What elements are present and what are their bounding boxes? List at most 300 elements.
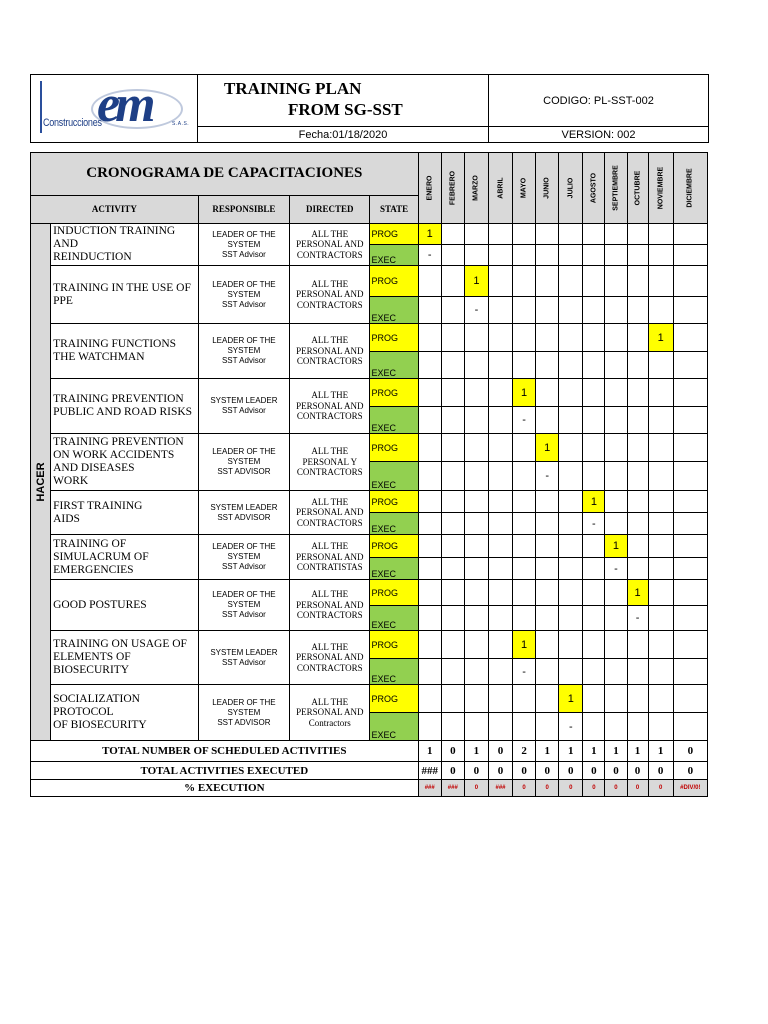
exec-month-cell: - — [559, 713, 583, 741]
prog-month-cell — [536, 324, 559, 352]
state-exec-label: EXEC — [370, 513, 418, 535]
prog-month-cell — [559, 266, 583, 297]
exec-month-cell — [673, 462, 707, 491]
exec-month-cell — [488, 659, 512, 685]
activity-prog-row — [31, 580, 708, 606]
activity-directed: ALL THE PERSONAL AND CONTRACTORS — [290, 266, 370, 324]
exec-month-cell — [583, 558, 605, 580]
exec-month-cell — [583, 352, 605, 379]
state-prog-label: PROG — [370, 324, 418, 352]
exec-month-cell — [673, 713, 707, 741]
prog-month-cell: 1 — [513, 631, 536, 659]
prog-month-cell: 1 — [418, 224, 441, 245]
prog-month-cell — [488, 266, 512, 297]
total-executed-value: 0 — [673, 762, 707, 780]
total-scheduled-value: 0 — [488, 741, 512, 762]
state-exec-label: EXEC — [370, 659, 418, 685]
prog-month-cell — [605, 266, 627, 297]
exec-month-cell — [673, 297, 707, 324]
exec-month-cell — [418, 352, 441, 379]
prog-month-cell: 1 — [513, 379, 536, 407]
exec-month-cell — [513, 513, 536, 535]
exec-month-cell — [441, 352, 464, 379]
state-exec-label: EXEC — [370, 245, 418, 266]
activity-prog-row — [31, 434, 708, 462]
prog-month-cell — [513, 266, 536, 297]
exec-month-cell: - — [418, 245, 441, 266]
prog-month-cell — [488, 224, 512, 245]
execution-percent-value: ### — [418, 780, 441, 797]
prog-month-cell — [559, 434, 583, 462]
exec-month-cell — [513, 297, 536, 324]
activity-directed: ALL THE PERSONAL AND CONTRACTORS — [290, 491, 370, 535]
exec-month-cell — [583, 245, 605, 266]
exec-month-cell — [513, 245, 536, 266]
prog-month-cell — [605, 379, 627, 407]
prog-month-cell — [583, 324, 605, 352]
activity-prog-row — [31, 491, 708, 513]
prog-month-cell — [418, 379, 441, 407]
prog-month-cell — [673, 266, 707, 297]
exec-month-cell — [418, 513, 441, 535]
activity-name: TRAINING IN THE USE OF PPE — [51, 266, 199, 324]
prog-month-cell — [583, 224, 605, 245]
state-exec-label: EXEC — [370, 407, 418, 434]
prog-month-cell — [673, 324, 707, 352]
total-executed-value: 0 — [605, 762, 627, 780]
prog-month-cell — [648, 266, 673, 297]
prog-month-cell — [536, 631, 559, 659]
prog-month-cell — [513, 434, 536, 462]
section-label-hacer: HACER — [31, 224, 51, 741]
prog-month-cell — [627, 324, 648, 352]
prog-month-cell — [673, 434, 707, 462]
exec-month-cell — [418, 462, 441, 491]
exec-month-cell — [418, 407, 441, 434]
prog-month-cell — [648, 434, 673, 462]
prog-month-cell — [673, 685, 707, 713]
month-header: NOVIEMBRE — [648, 153, 673, 224]
activity-responsible: LEADER OF THE SYSTEM SST Advisor — [198, 580, 289, 631]
exec-month-cell — [648, 606, 673, 631]
exec-month-cell — [627, 558, 648, 580]
state-exec-label: EXEC — [370, 713, 418, 741]
exec-month-cell — [648, 352, 673, 379]
prog-month-cell — [536, 266, 559, 297]
prog-month-cell: 1 — [605, 535, 627, 558]
exec-month-cell — [441, 297, 464, 324]
exec-month-cell — [488, 558, 512, 580]
prog-month-cell — [605, 434, 627, 462]
state-column-header: STATE — [370, 195, 418, 223]
prog-month-cell — [441, 324, 464, 352]
prog-month-cell — [583, 580, 605, 606]
prog-month-cell — [441, 685, 464, 713]
responsible-column-header: RESPONSIBLE — [198, 195, 289, 223]
exec-month-cell — [673, 513, 707, 535]
total-scheduled-value: 1 — [627, 741, 648, 762]
execution-percent-value: ### — [441, 780, 464, 797]
total-scheduled-value: 1 — [583, 741, 605, 762]
month-header: JUNIO — [536, 153, 559, 224]
exec-month-cell — [513, 352, 536, 379]
exec-month-cell — [418, 713, 441, 741]
state-exec-label: EXEC — [370, 606, 418, 631]
exec-month-cell — [673, 407, 707, 434]
activity-prog-row — [31, 379, 708, 407]
prog-month-cell — [627, 535, 648, 558]
exec-month-cell — [441, 245, 464, 266]
execution-percent-label: % EXECUTION — [31, 780, 419, 797]
prog-month-cell — [583, 379, 605, 407]
exec-month-cell — [418, 606, 441, 631]
exec-month-cell — [648, 659, 673, 685]
activity-name: TRAINING ON USAGE OF ELEMENTS OF BIOSECURITY — [51, 631, 199, 685]
exec-month-cell — [464, 713, 488, 741]
total-executed-value: 0 — [648, 762, 673, 780]
total-executed-value: 0 — [627, 762, 648, 780]
exec-month-cell — [536, 352, 559, 379]
exec-month-cell — [536, 713, 559, 741]
exec-month-cell — [513, 462, 536, 491]
exec-month-cell — [536, 245, 559, 266]
execution-percent-value: #DIV/0! — [673, 780, 707, 797]
exec-month-cell — [464, 659, 488, 685]
prog-month-cell — [513, 580, 536, 606]
prog-month-cell — [464, 491, 488, 513]
prog-month-cell: 1 — [536, 434, 559, 462]
exec-month-cell — [627, 297, 648, 324]
prog-month-cell — [583, 535, 605, 558]
prog-month-cell — [673, 631, 707, 659]
state-exec-label: EXEC — [370, 462, 418, 491]
total-scheduled-value: 1 — [464, 741, 488, 762]
exec-month-cell: - — [513, 659, 536, 685]
exec-month-cell — [605, 513, 627, 535]
exec-month-cell — [648, 513, 673, 535]
total-executed-value: 0 — [441, 762, 464, 780]
total-executed-value: 0 — [464, 762, 488, 780]
prog-month-cell: 1 — [559, 685, 583, 713]
state-exec-label: EXEC — [370, 297, 418, 324]
execution-percent-row — [31, 780, 708, 797]
exec-month-cell: - — [513, 407, 536, 434]
document-code: CODIGO: PL-SST-002 — [489, 75, 709, 127]
prog-month-cell — [464, 324, 488, 352]
prog-month-cell — [673, 491, 707, 513]
prog-month-cell — [441, 266, 464, 297]
prog-month-cell: 1 — [648, 324, 673, 352]
exec-month-cell — [605, 352, 627, 379]
prog-month-cell — [605, 631, 627, 659]
activity-prog-row — [31, 324, 708, 352]
exec-month-cell — [488, 407, 512, 434]
document-date: Fecha:01/18/2020 — [198, 127, 489, 143]
exec-month-cell — [605, 407, 627, 434]
exec-month-cell — [464, 606, 488, 631]
exec-month-cell — [418, 558, 441, 580]
exec-month-cell — [513, 558, 536, 580]
activity-responsible: SYSTEM LEADER SST Advisor — [198, 379, 289, 434]
activity-responsible: LEADER OF THE SYSTEM SST Advisor — [198, 266, 289, 324]
total-scheduled-value: 1 — [648, 741, 673, 762]
prog-month-cell — [418, 580, 441, 606]
exec-month-cell — [583, 606, 605, 631]
prog-month-cell — [441, 535, 464, 558]
schedule-title: CRONOGRAMA DE CAPACITACIONES — [31, 153, 419, 196]
prog-month-cell — [536, 224, 559, 245]
exec-month-cell — [441, 659, 464, 685]
exec-month-cell — [488, 513, 512, 535]
prog-month-cell — [648, 379, 673, 407]
state-exec-label: EXEC — [370, 558, 418, 580]
directed-column-header: DIRECTED — [290, 195, 370, 223]
exec-month-cell — [673, 606, 707, 631]
prog-month-cell — [673, 580, 707, 606]
exec-month-cell — [488, 462, 512, 491]
exec-month-cell — [418, 659, 441, 685]
exec-month-cell — [536, 513, 559, 535]
prog-month-cell — [536, 535, 559, 558]
exec-month-cell — [488, 297, 512, 324]
prog-month-cell — [464, 580, 488, 606]
month-header: OCTUBRE — [627, 153, 648, 224]
exec-month-cell — [627, 245, 648, 266]
logo-sas: S.A.S. — [172, 121, 190, 127]
activity-responsible: LEADER OF THE SYSTEM SST ADVISOR — [198, 434, 289, 491]
activity-prog-row — [31, 224, 708, 245]
prog-month-cell — [464, 224, 488, 245]
month-header: DICIEMBRE — [673, 153, 707, 224]
month-header: MAYO — [513, 153, 536, 224]
exec-month-cell — [441, 713, 464, 741]
activity-directed: ALL THE PERSONAL AND Contractors — [290, 685, 370, 741]
exec-month-cell — [605, 462, 627, 491]
activity-name: TRAINING OF SIMULACRUM OF EMERGENCIES — [51, 535, 199, 580]
exec-month-cell: - — [627, 606, 648, 631]
exec-month-cell — [441, 558, 464, 580]
prog-month-cell — [488, 580, 512, 606]
prog-month-cell — [648, 535, 673, 558]
logo-em-mark: em — [97, 76, 151, 133]
prog-month-cell — [441, 580, 464, 606]
document-version: VERSION: 002 — [489, 127, 709, 143]
exec-month-cell — [648, 245, 673, 266]
prog-month-cell — [559, 535, 583, 558]
exec-month-cell — [648, 297, 673, 324]
prog-month-cell — [464, 379, 488, 407]
activity-name: INDUCTION TRAINING AND REINDUCTION — [51, 224, 199, 266]
execution-percent-value: 0 — [536, 780, 559, 797]
exec-month-cell — [464, 513, 488, 535]
state-exec-label: EXEC — [370, 352, 418, 379]
activity-responsible: LEADER OF THE SYSTEM SST Advisor — [198, 224, 289, 266]
prog-month-cell — [605, 224, 627, 245]
prog-month-cell: 1 — [583, 491, 605, 513]
state-prog-label: PROG — [370, 491, 418, 513]
exec-month-cell — [536, 407, 559, 434]
exec-month-cell — [559, 462, 583, 491]
exec-month-cell: - — [536, 462, 559, 491]
prog-month-cell — [536, 580, 559, 606]
prog-month-cell — [648, 631, 673, 659]
exec-month-cell — [536, 659, 559, 685]
exec-month-cell — [488, 352, 512, 379]
prog-month-cell — [418, 491, 441, 513]
prog-month-cell — [627, 434, 648, 462]
prog-month-cell — [488, 685, 512, 713]
exec-month-cell — [441, 407, 464, 434]
exec-month-cell — [583, 713, 605, 741]
month-header: JULIO — [559, 153, 583, 224]
exec-month-cell — [605, 606, 627, 631]
total-scheduled-value: 1 — [559, 741, 583, 762]
execution-percent-value: 0 — [559, 780, 583, 797]
exec-month-cell — [488, 713, 512, 741]
total-scheduled-row — [31, 741, 708, 762]
state-prog-label: PROG — [370, 580, 418, 606]
exec-month-cell — [536, 558, 559, 580]
activity-directed: ALL THE PERSONAL Y CONTRACTORS — [290, 434, 370, 491]
prog-month-cell — [441, 631, 464, 659]
activity-responsible: SYSTEM LEADER SST ADVISOR — [198, 491, 289, 535]
total-scheduled-value: 1 — [536, 741, 559, 762]
total-scheduled-value: 0 — [673, 741, 707, 762]
exec-month-cell — [536, 297, 559, 324]
activity-prog-row — [31, 631, 708, 659]
prog-month-cell — [488, 324, 512, 352]
exec-month-cell — [648, 407, 673, 434]
activity-name: TRAINING FUNCTIONS THE WATCHMAN — [51, 324, 199, 379]
prog-month-cell — [559, 224, 583, 245]
activity-name: TRAINING PREVENTION PUBLIC AND ROAD RISKS — [51, 379, 199, 434]
prog-month-cell — [418, 685, 441, 713]
activity-name: FIRST TRAINING AIDS — [51, 491, 199, 535]
total-executed-label: TOTAL ACTIVITIES EXECUTED — [31, 762, 419, 780]
prog-month-cell — [559, 580, 583, 606]
exec-month-cell — [605, 713, 627, 741]
execution-percent-value: 0 — [605, 780, 627, 797]
logo-company-name: Construcciones — [43, 117, 102, 129]
prog-month-cell — [673, 379, 707, 407]
prog-month-cell — [627, 379, 648, 407]
exec-month-cell — [559, 659, 583, 685]
prog-month-cell — [441, 379, 464, 407]
month-header: FEBRERO — [441, 153, 464, 224]
exec-month-cell — [605, 245, 627, 266]
exec-month-cell — [559, 407, 583, 434]
exec-month-cell — [513, 713, 536, 741]
prog-month-cell — [583, 631, 605, 659]
prog-month-cell — [464, 434, 488, 462]
activity-name: GOOD POSTURES — [51, 580, 199, 631]
total-scheduled-value: 2 — [513, 741, 536, 762]
exec-month-cell — [605, 297, 627, 324]
exec-month-cell — [627, 407, 648, 434]
execution-percent-value: ### — [488, 780, 512, 797]
activity-responsible: LEADER OF THE SYSTEM SST Advisor — [198, 324, 289, 379]
document-header — [30, 74, 709, 143]
prog-month-cell — [464, 631, 488, 659]
prog-month-cell — [488, 535, 512, 558]
state-prog-label: PROG — [370, 535, 418, 558]
exec-month-cell — [536, 606, 559, 631]
exec-month-cell — [464, 558, 488, 580]
execution-percent-value: 0 — [627, 780, 648, 797]
activity-directed: ALL THE PERSONAL AND CONTRACTORS — [290, 379, 370, 434]
prog-month-cell — [559, 491, 583, 513]
exec-month-cell — [583, 659, 605, 685]
prog-month-cell: 1 — [464, 266, 488, 297]
prog-month-cell — [513, 324, 536, 352]
month-header: SEPTIEMBRE — [605, 153, 627, 224]
total-scheduled-value: 1 — [605, 741, 627, 762]
month-header: ABRIL — [488, 153, 512, 224]
month-header: AGOSTO — [583, 153, 605, 224]
activity-prog-row — [31, 685, 708, 713]
document-title — [198, 75, 489, 127]
exec-month-cell — [627, 513, 648, 535]
total-executed-value: 0 — [488, 762, 512, 780]
exec-month-cell — [583, 462, 605, 491]
state-prog-label: PROG — [370, 434, 418, 462]
prog-month-cell — [418, 434, 441, 462]
total-executed-value: 0 — [513, 762, 536, 780]
prog-month-cell — [536, 685, 559, 713]
total-scheduled-value: 1 — [418, 741, 441, 762]
activity-prog-row — [31, 535, 708, 558]
prog-month-cell — [513, 535, 536, 558]
execution-percent-value: 0 — [648, 780, 673, 797]
activity-column-header: ACTIVITY — [31, 195, 199, 223]
activity-name: TRAINING PREVENTION ON WORK ACCIDENTS AND DISEASES WORK — [51, 434, 199, 491]
exec-month-cell — [559, 558, 583, 580]
prog-month-cell — [464, 535, 488, 558]
exec-month-cell — [627, 462, 648, 491]
prog-month-cell — [559, 379, 583, 407]
prog-month-cell — [605, 580, 627, 606]
exec-month-cell — [559, 606, 583, 631]
activity-responsible: SYSTEM LEADER SST Advisor — [198, 631, 289, 685]
prog-month-cell — [583, 266, 605, 297]
exec-month-cell — [464, 245, 488, 266]
activity-directed: ALL THE PERSONAL AND CONTRACTORS — [290, 631, 370, 685]
prog-month-cell — [583, 434, 605, 462]
exec-month-cell — [648, 462, 673, 491]
prog-month-cell — [488, 491, 512, 513]
prog-month-cell — [464, 685, 488, 713]
state-prog-label: PROG — [370, 224, 418, 245]
prog-month-cell — [648, 224, 673, 245]
prog-month-cell — [418, 266, 441, 297]
exec-month-cell — [605, 659, 627, 685]
prog-month-cell — [536, 379, 559, 407]
company-logo — [31, 75, 198, 143]
month-header: ENERO — [418, 153, 441, 224]
activity-directed: ALL THE PERSONAL AND CONTRACTORS — [290, 324, 370, 379]
prog-month-cell — [605, 685, 627, 713]
exec-month-cell — [441, 462, 464, 491]
total-scheduled-value: 0 — [441, 741, 464, 762]
prog-month-cell: 1 — [627, 580, 648, 606]
prog-month-cell — [627, 491, 648, 513]
exec-month-cell — [464, 407, 488, 434]
total-executed-value: 0 — [536, 762, 559, 780]
prog-month-cell — [605, 491, 627, 513]
activity-directed: ALL THE PERSONAL AND CONTRACTORS — [290, 580, 370, 631]
exec-month-cell — [627, 659, 648, 685]
state-prog-label: PROG — [370, 266, 418, 297]
